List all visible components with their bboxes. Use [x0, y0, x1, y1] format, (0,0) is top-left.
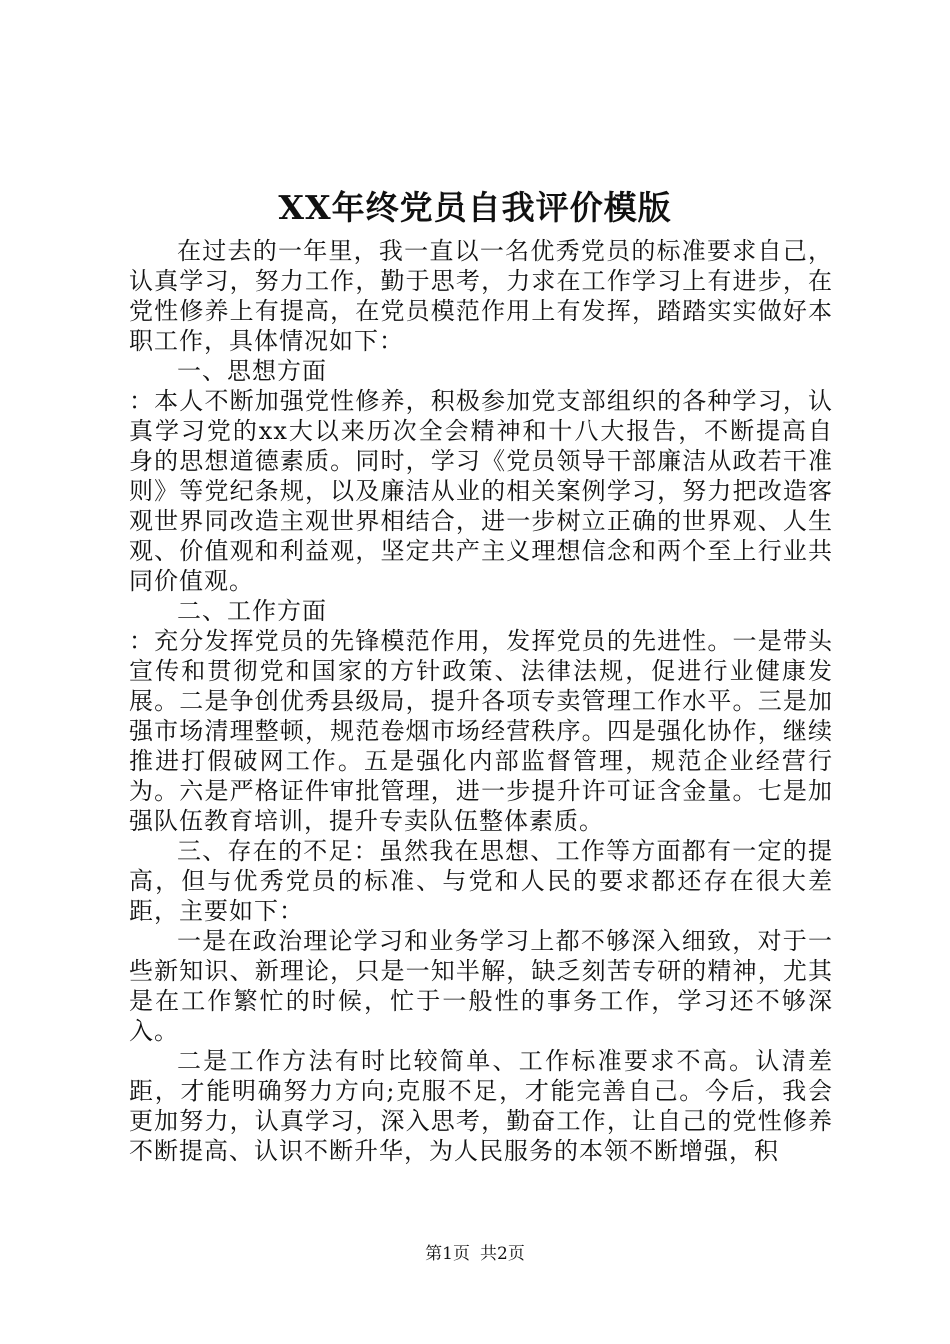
paragraph-shortcoming-two: 二是工作方法有时比较简单、工作标准要求不高。认清差距，才能明确努力方向;克服不足，才能完善自己。今后，我会更加努力，认真学习，深入思考，勤奋工作，让自己的党性修养不断提高、认识不断升华，为人民服务的本领不断增强，积 — [129, 1047, 833, 1165]
section-heading-thought: 一、思想方面 — [177, 357, 327, 385]
paragraph-intro: 在过去的一年里，我一直以一名优秀党员的标准要求自己，认真学习，努力工作，勤于思考，力求在工作学习上有进步，在党性修养上有提高，在党员模范作用上有发挥，踏踏实实做好本职工作，具体情况如下： — [129, 237, 833, 355]
paragraph-shortcoming-one: 一是在政治理论学习和业务学习上都不够深入细致，对于一些新知识、新理论，只是一知半解，缺乏刻苦专研的精神，尤其是在工作繁忙的时候，忙于一般性的事务工作，学习还不够深入。 — [129, 927, 833, 1045]
section-heading-shortcomings: 三、存在的不足：虽然我在思想、工作等方面都有一定的提高，但与优秀党员的标准、与党和人民的要求都还存在很大差距，主要如下： — [129, 837, 833, 925]
section-heading-work: 二、工作方面 — [177, 597, 327, 625]
page-total: 共2页 — [480, 1244, 525, 1264]
page-footer — [0, 1242, 950, 1266]
document-title: XX年终党员自我评价模版 — [278, 188, 672, 227]
document-body — [129, 236, 833, 1166]
page-number: 第1页 — [425, 1244, 470, 1264]
paragraph-work: ：充分发挥党员的先锋模范作用，发挥党员的先进性。一是带头宣传和贯彻党和国家的方针政策、法律法规，促进行业健康发展。二是争创优秀县级局，提升各项专卖管理工作水平。三是加强市场清理整顿，规范卷烟市场经营秩序。四是强化协作，继续推进打假破网工作。五是强化内部监督管理，规范企业经营行为。六是严格证件审批管理，进一步提升许可证含金量。七是加强队伍教育培训，提升专卖队伍整体素质。 — [129, 627, 833, 835]
paragraph-thought: ：本人不断加强党性修养，积极参加党支部组织的各种学习，认真学习党的xx大以来历次全会精神和十八大报告，不断提高自身的思想道德素质。同时，学习《党员领导干部廉洁从政若干准则》等党纪条规，以及廉洁从业的相关案例学习，努力把改造客观世界同改造主观世界相结合，进一步树立正确的世界观、人生观、价值观和利益观，坚定共产主义理想信念和两个至上行业共同价值观。 — [129, 387, 833, 595]
